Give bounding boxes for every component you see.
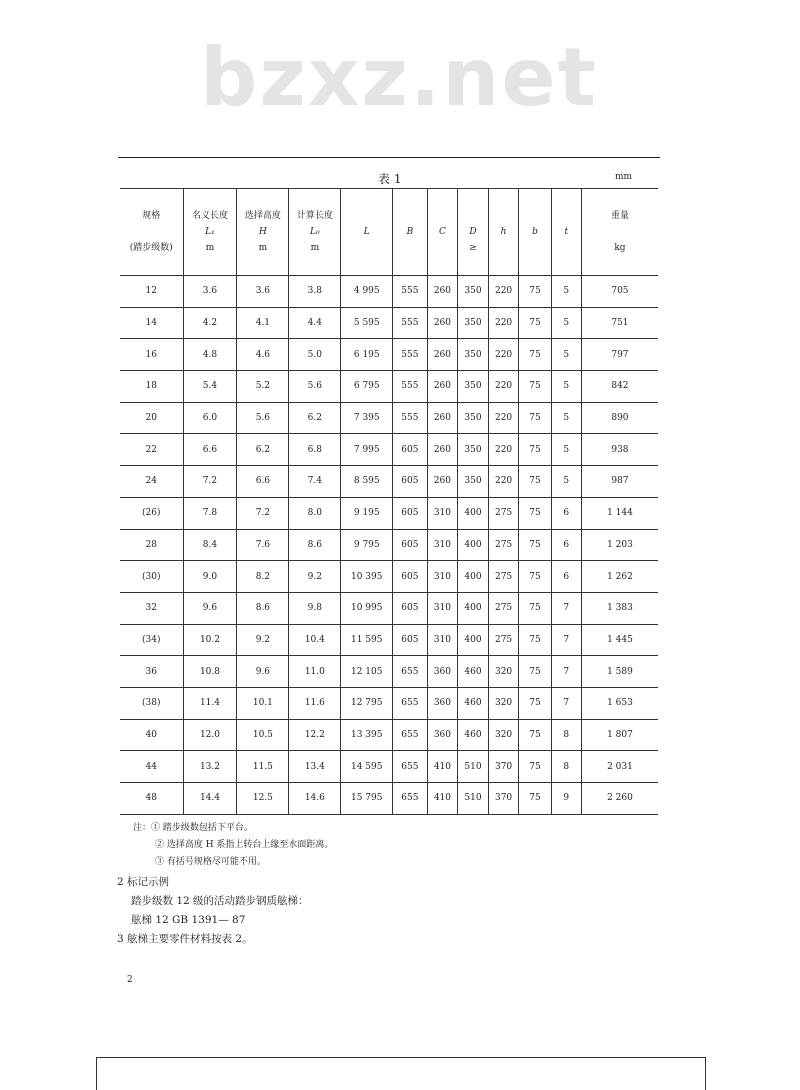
column-header-line (458, 208, 488, 224)
table-cell: 12.5 (237, 783, 289, 815)
table-cell: 400 (458, 497, 489, 529)
table-cell: 10.8 (183, 656, 237, 688)
table-cell: 16 (120, 339, 183, 371)
table-cell: 275 (488, 497, 519, 529)
table-cell: 13.2 (183, 751, 237, 783)
column-header-line: 规格 (142, 211, 161, 221)
table-cell: 260 (427, 434, 458, 466)
table-row (120, 751, 658, 783)
table-cell: 9.8 (289, 592, 341, 624)
note-2: ② 选择高度 H 系指上转台上缘至水面距离。 (155, 840, 334, 850)
table-cell: 6.0 (183, 402, 237, 434)
column-header (289, 189, 341, 276)
table-cell: 460 (458, 719, 489, 751)
table-row (120, 687, 658, 719)
table-cell: 4.8 (183, 339, 237, 371)
column-header-line (393, 208, 426, 224)
table-cell: 555 (393, 307, 427, 339)
table-cell: 10.5 (237, 719, 289, 751)
table-cell: 5.0 (289, 339, 341, 371)
table-unit: mm (615, 172, 633, 182)
table-cell: 220 (488, 402, 519, 434)
table-cell: 275 (488, 529, 519, 561)
table-cell: 555 (393, 276, 427, 308)
table-row (120, 497, 658, 529)
table-cell: 4 995 (341, 276, 393, 308)
table-cell: 605 (393, 434, 427, 466)
table-cell: 75 (519, 339, 551, 371)
table-cell: 1 807 (581, 719, 658, 751)
table-cell: 6 195 (341, 339, 393, 371)
column-header-line (341, 240, 392, 256)
table-cell: 1 144 (581, 497, 658, 529)
column-header-line: C (438, 227, 446, 237)
column-header (458, 189, 489, 276)
table-cell: 605 (393, 561, 427, 593)
column-header-line (428, 208, 458, 224)
table-cell: 7 (551, 656, 581, 688)
table-cell: 75 (519, 434, 551, 466)
table-cell: 11.0 (289, 656, 341, 688)
table-row (120, 307, 658, 339)
table-cell: 350 (458, 339, 489, 371)
column-header (120, 189, 183, 276)
table-cell: 260 (427, 307, 458, 339)
note-3: ③ 有括号规格尽可能不用。 (155, 857, 266, 867)
table-cell: 9.6 (237, 656, 289, 688)
column-header-line: 选择高度 (244, 211, 281, 221)
table-cell: 6.2 (289, 402, 341, 434)
table-cell: 32 (120, 592, 183, 624)
table-cell: 1 203 (581, 529, 658, 561)
note-1: ① 踏步级数包括下平台。 (151, 823, 253, 833)
notes-label: 注： (133, 823, 152, 833)
column-header (488, 189, 519, 276)
section-2-line-1: 踏步级数 12 级的活动踏步钢质舷梯： (131, 895, 309, 907)
column-header-line (552, 240, 581, 256)
table-cell: 40 (120, 719, 183, 751)
table-cell: 400 (458, 561, 489, 593)
table-cell: 987 (581, 466, 658, 498)
table-cell: 7 (551, 592, 581, 624)
table-cell: 5 (551, 307, 581, 339)
table-notes (133, 820, 333, 871)
table-cell: 410 (427, 751, 458, 783)
table-cell: 6.8 (289, 434, 341, 466)
footer-frame (96, 1057, 706, 1090)
table-cell: 8.6 (237, 592, 289, 624)
table-cell: 5 (551, 371, 581, 403)
table-cell: 5 (551, 339, 581, 371)
table-cell: 13 395 (341, 719, 393, 751)
column-header (341, 189, 393, 276)
section-2-line-2: 舷梯 12 GB 1391— 87 (131, 914, 246, 926)
table-cell: 10.1 (237, 687, 289, 719)
column-header-line (582, 224, 658, 240)
table-cell: 6 795 (341, 371, 393, 403)
table-cell: 350 (458, 434, 489, 466)
table-cell: 75 (519, 624, 551, 656)
table-cell: 705 (581, 276, 658, 308)
column-header-line: b (532, 227, 538, 237)
table-cell: 7 (551, 624, 581, 656)
table-cell: 12.0 (183, 719, 237, 751)
column-header-line: (踏步级数) (129, 243, 173, 253)
table-cell: 5 (551, 276, 581, 308)
table-cell: 400 (458, 529, 489, 561)
table-cell: 360 (427, 687, 458, 719)
table-cell: 1 589 (581, 656, 658, 688)
table-cell: 938 (581, 434, 658, 466)
column-header-line (428, 240, 458, 256)
table-cell: 3.8 (289, 276, 341, 308)
table-cell: 9 795 (341, 529, 393, 561)
table-cell: 7.4 (289, 466, 341, 498)
table-cell: 220 (488, 307, 519, 339)
column-header (581, 189, 658, 276)
table-cell: 75 (519, 687, 551, 719)
table-cell: 7.2 (237, 497, 289, 529)
table-cell: 410 (427, 783, 458, 815)
column-header-line: kg (614, 243, 626, 253)
column-header (427, 189, 458, 276)
table-cell: 75 (519, 561, 551, 593)
column-header-line: L (363, 227, 370, 237)
section-2 (117, 873, 309, 930)
table-cell: 400 (458, 624, 489, 656)
table-cell: 5.6 (289, 371, 341, 403)
column-header (393, 189, 427, 276)
table-cell: 9.0 (183, 561, 237, 593)
table-cell: 310 (427, 592, 458, 624)
table-cell: 11.6 (289, 687, 341, 719)
table-cell: 310 (427, 497, 458, 529)
table-cell: 890 (581, 402, 658, 434)
table-cell: 75 (519, 592, 551, 624)
table-cell: 75 (519, 402, 551, 434)
column-header-line (519, 208, 550, 224)
table-cell: 14 595 (341, 751, 393, 783)
table-row (120, 402, 658, 434)
table-cell: 8.6 (289, 529, 341, 561)
table-cell: 842 (581, 371, 658, 403)
table-cell: 275 (488, 592, 519, 624)
column-header-line: L₀ (310, 227, 320, 237)
table-cell: 460 (458, 656, 489, 688)
top-rule (118, 157, 660, 158)
table-cell: 75 (519, 751, 551, 783)
table-cell: 1 653 (581, 687, 658, 719)
table-cell: 7 995 (341, 434, 393, 466)
table-cell: 14.6 (289, 783, 341, 815)
column-header-line: H (258, 227, 267, 237)
table-cell: 7 (551, 687, 581, 719)
table-cell: 8.0 (289, 497, 341, 529)
table-row (120, 719, 658, 751)
table-cell: 350 (458, 276, 489, 308)
table-header-row (120, 189, 658, 276)
table-cell: 22 (120, 434, 183, 466)
table-cell: 655 (393, 687, 427, 719)
table-cell: 6.6 (183, 434, 237, 466)
table-cell: 7 395 (341, 402, 393, 434)
table-cell: 10 995 (341, 592, 393, 624)
table-cell: 9.2 (289, 561, 341, 593)
table-row (120, 783, 658, 815)
table-cell: 15 795 (341, 783, 393, 815)
table-cell: 310 (427, 561, 458, 593)
table-row (120, 656, 658, 688)
table-cell: 350 (458, 402, 489, 434)
table-cell: 3.6 (237, 276, 289, 308)
column-header-line: m (205, 243, 215, 253)
column-header-line (552, 208, 581, 224)
table-cell: 310 (427, 624, 458, 656)
table-cell: 13.4 (289, 751, 341, 783)
table-cell: 555 (393, 402, 427, 434)
table-cell: 36 (120, 656, 183, 688)
table-cell: 605 (393, 624, 427, 656)
table-cell: 320 (488, 656, 519, 688)
table-cell: 275 (488, 624, 519, 656)
table-row (120, 466, 658, 498)
table-cell: 75 (519, 529, 551, 561)
table-cell: 4.1 (237, 307, 289, 339)
watermark: bzxz.net (200, 31, 598, 124)
table-cell: 1 262 (581, 561, 658, 593)
column-header-line: 重量 (610, 211, 629, 221)
table-cell: 655 (393, 783, 427, 815)
table-cell: 510 (458, 783, 489, 815)
table-row (120, 371, 658, 403)
table-cell: 11 595 (341, 624, 393, 656)
column-header (183, 189, 237, 276)
column-header-line: L₁ (205, 227, 215, 237)
table-cell: 3.6 (183, 276, 237, 308)
table-cell: 11.5 (237, 751, 289, 783)
spec-table (120, 188, 658, 815)
table-cell: 360 (427, 656, 458, 688)
column-header-line: B (406, 227, 414, 237)
column-header-line (120, 224, 183, 240)
table-cell: 75 (519, 783, 551, 815)
table-title: 表 1 (378, 172, 402, 186)
table-cell: 8.4 (183, 529, 237, 561)
table-cell: 75 (519, 497, 551, 529)
column-header (237, 189, 289, 276)
table-cell: 6 (551, 529, 581, 561)
table-row (120, 624, 658, 656)
column-header-line (341, 208, 392, 224)
table-cell: 11.4 (183, 687, 237, 719)
table-row (120, 592, 658, 624)
table-cell: 1 383 (581, 592, 658, 624)
table-cell: 350 (458, 371, 489, 403)
table-cell: 555 (393, 339, 427, 371)
table-cell: 510 (458, 751, 489, 783)
table-cell: 7.2 (183, 466, 237, 498)
table-cell: 24 (120, 466, 183, 498)
table-cell: 48 (120, 783, 183, 815)
table-row (120, 434, 658, 466)
column-header-line: t (564, 227, 569, 237)
column-header-line (489, 208, 519, 224)
table-cell: 360 (427, 719, 458, 751)
table-cell: 4.6 (237, 339, 289, 371)
section-3-heading: 3 舷梯主要零件材料按表 2。 (117, 933, 253, 945)
table-cell: 9 195 (341, 497, 393, 529)
column-header-line: h (500, 227, 507, 237)
table-cell: 20 (120, 402, 183, 434)
table-row (120, 529, 658, 561)
table-cell: 7.8 (183, 497, 237, 529)
column-header-line (489, 240, 519, 256)
table-cell: 320 (488, 719, 519, 751)
table-cell: 44 (120, 751, 183, 783)
table-cell: 12.2 (289, 719, 341, 751)
table-cell: 751 (581, 307, 658, 339)
column-header-line: 计算长度 (296, 211, 333, 221)
table-row (120, 276, 658, 308)
table-cell: 605 (393, 592, 427, 624)
table-cell: 605 (393, 497, 427, 529)
table-cell: 220 (488, 371, 519, 403)
table-cell: 655 (393, 751, 427, 783)
table-cell: 797 (581, 339, 658, 371)
table-cell: 5.6 (237, 402, 289, 434)
table-cell: 260 (427, 339, 458, 371)
table-cell: 6.6 (237, 466, 289, 498)
table-cell: 350 (458, 466, 489, 498)
table-cell: (26) (120, 497, 183, 529)
table-cell: 9.2 (237, 624, 289, 656)
table-cell: 370 (488, 783, 519, 815)
table-cell: 18 (120, 371, 183, 403)
table-cell: (30) (120, 561, 183, 593)
table-cell: 655 (393, 656, 427, 688)
table-cell: 8 (551, 719, 581, 751)
table-cell: 6 (551, 497, 581, 529)
table-cell: 7.6 (237, 529, 289, 561)
table-cell: 5 (551, 466, 581, 498)
table-cell: 5.2 (237, 371, 289, 403)
table-cell: 605 (393, 529, 427, 561)
table-cell: 260 (427, 371, 458, 403)
table-cell: 75 (519, 656, 551, 688)
table-cell: 260 (427, 466, 458, 498)
table-cell: 2 260 (581, 783, 658, 815)
table-cell: 8.2 (237, 561, 289, 593)
column-header-line: m (258, 243, 268, 253)
table-cell: 260 (427, 402, 458, 434)
table-cell: 220 (488, 466, 519, 498)
table-cell: 6.2 (237, 434, 289, 466)
table-cell: 220 (488, 434, 519, 466)
table-cell: 10.4 (289, 624, 341, 656)
section-2-heading: 2 标记示例 (117, 876, 170, 888)
table-cell: 1 445 (581, 624, 658, 656)
table-cell: 220 (488, 276, 519, 308)
table-cell: 12 795 (341, 687, 393, 719)
table-row (120, 339, 658, 371)
table-cell: 75 (519, 719, 551, 751)
table-cell: 350 (458, 307, 489, 339)
table-cell: 4.4 (289, 307, 341, 339)
column-header-line: m (310, 243, 320, 253)
table-cell: 370 (488, 751, 519, 783)
table-cell: 28 (120, 529, 183, 561)
column-header-line (519, 240, 550, 256)
table-cell: 400 (458, 592, 489, 624)
page-number: 2 (127, 975, 133, 985)
table-cell: 6 (551, 561, 581, 593)
table-cell: 75 (519, 371, 551, 403)
table-cell: 260 (427, 276, 458, 308)
table-cell: (38) (120, 687, 183, 719)
table-cell: 5 595 (341, 307, 393, 339)
table-cell: 4.2 (183, 307, 237, 339)
column-header (551, 189, 581, 276)
table-cell: 14.4 (183, 783, 237, 815)
table-cell: 2 031 (581, 751, 658, 783)
table-cell: 655 (393, 719, 427, 751)
table-cell: 8 595 (341, 466, 393, 498)
table-cell: 8 (551, 751, 581, 783)
table-cell: 5.4 (183, 371, 237, 403)
table-cell: 460 (458, 687, 489, 719)
table-cell: 75 (519, 466, 551, 498)
table-cell: 310 (427, 529, 458, 561)
table-cell: 275 (488, 561, 519, 593)
table-cell: 320 (488, 687, 519, 719)
table-cell: 5 (551, 434, 581, 466)
table-cell: 555 (393, 371, 427, 403)
table-cell: 605 (393, 466, 427, 498)
table-cell: 10.2 (183, 624, 237, 656)
column-header (519, 189, 551, 276)
table-cell: 10 395 (341, 561, 393, 593)
column-header-line (393, 240, 426, 256)
table-cell: 14 (120, 307, 183, 339)
table-cell: 75 (519, 307, 551, 339)
table-cell: 75 (519, 276, 551, 308)
table-cell: 220 (488, 339, 519, 371)
table-cell: 12 (120, 276, 183, 308)
column-header-line: D (469, 227, 477, 237)
table-cell: 9.6 (183, 592, 237, 624)
table-cell: (34) (120, 624, 183, 656)
table-cell: 9 (551, 783, 581, 815)
table-cell: 12 105 (341, 656, 393, 688)
table-cell: 5 (551, 402, 581, 434)
column-header-line: ≥ (469, 243, 477, 253)
table-row (120, 561, 658, 593)
column-header-line: 名义长度 (191, 211, 228, 221)
